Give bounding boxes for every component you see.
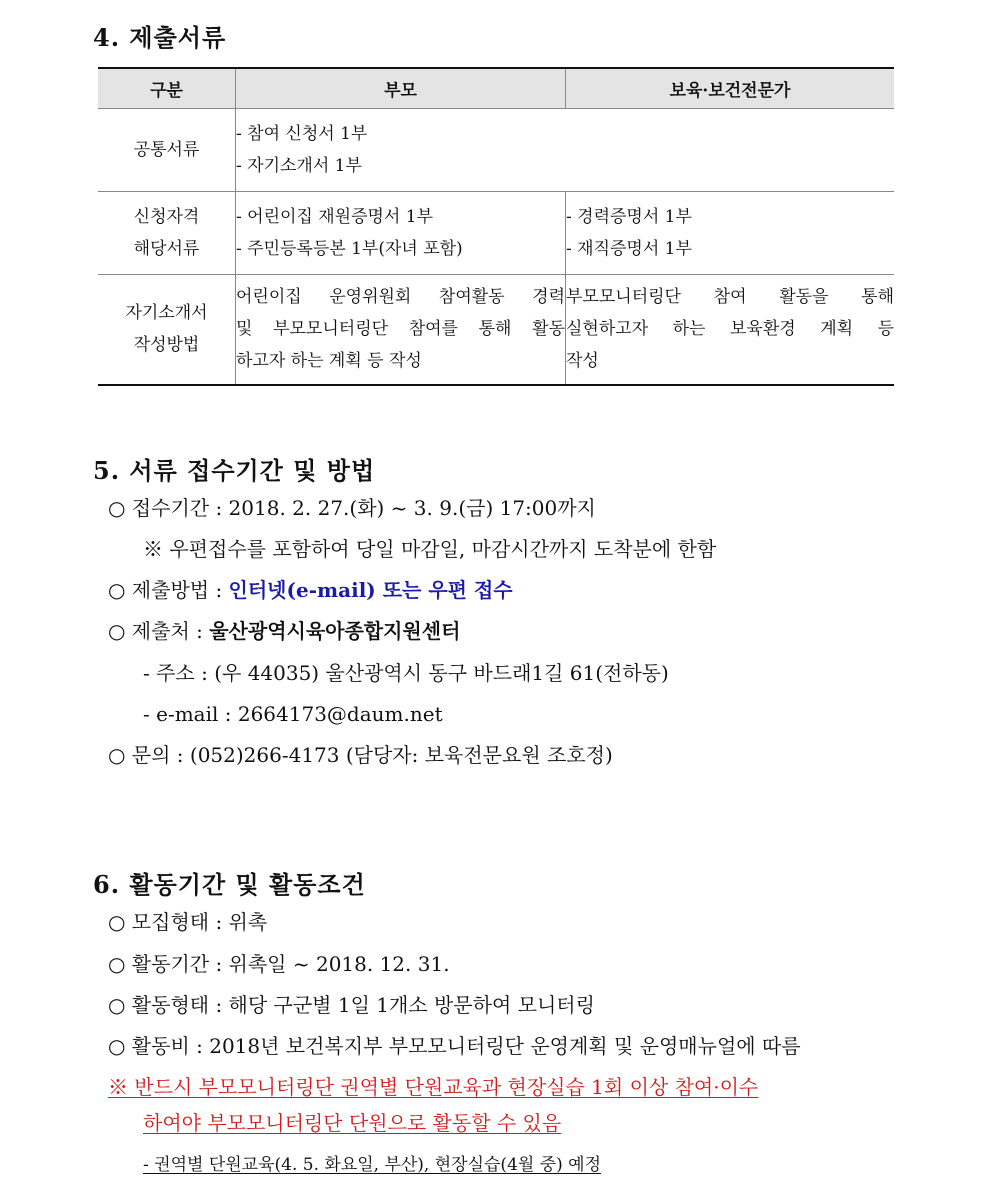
method-line: 하고자 하는 계획 등 작성 <box>236 351 422 372</box>
method-value: 인터넷(e-mail) 또는 우편 접수 <box>228 578 513 602</box>
submission-note: ※ 우편접수를 포함하여 당일 마감일, 마감시간까지 도착분에 한함 <box>143 537 717 561</box>
category-line: 작성방법 <box>133 335 200 356</box>
inquiry-line: ○ 문의 : (052)266-4173 (담당자: 보육전문요원 조호정) <box>108 743 613 767</box>
submission-period: ○ 접수기간 : 2018. 2. 27.(화) ~ 3. 9.(금) 17:00까지 <box>108 496 596 520</box>
table-row <box>98 275 894 385</box>
doc-line: - 재직증명서 1부 <box>566 239 692 259</box>
table-header-row <box>98 68 894 109</box>
method-line: 부모모니터링단 참여 활동을 통해 <box>566 287 894 308</box>
row-parent-method <box>236 275 566 385</box>
row-category <box>98 192 236 275</box>
section4-title: 4. 제출서류 <box>93 23 227 52</box>
doc-line: - 자기소개서 1부 <box>236 156 362 176</box>
table-row <box>98 192 894 275</box>
row-category: 공통서류 <box>98 109 236 192</box>
row-category <box>98 275 236 385</box>
method-line: 작성 <box>566 351 599 372</box>
section5-title: 5. 서류 접수기간 및 방법 <box>93 456 376 485</box>
documents-table <box>98 67 894 386</box>
header-expert: 보육·보건전문가 <box>566 68 895 109</box>
row-expert-method <box>566 275 895 385</box>
doc-line: - 어린이집 재원증명서 1부 <box>236 207 433 227</box>
doc-line: - 주민등록등본 1부(자녀 포함) <box>236 239 463 259</box>
section6-title: 6. 활동기간 및 활동조건 <box>93 870 366 899</box>
activity-cost: ○ 활동비 : 2018년 보건복지부 부모모니터링단 운영계획 및 운영매뉴얼에 따름 <box>108 1034 801 1058</box>
table-row <box>98 109 894 192</box>
category-line: 신청자격 <box>133 207 200 227</box>
place-label: ○ 제출처 : <box>108 619 210 643</box>
method-line: 및 부모모니터링단 참여를 통해 활동 <box>236 319 565 340</box>
address-line: - 주소 : (우 44035) 울산광역시 동구 바드래1길 61(전하동) <box>143 661 669 685</box>
header-category: 구분 <box>98 68 236 109</box>
category-line: 자기소개서 <box>125 303 208 324</box>
method-label: ○ 제출방법 : <box>108 578 229 602</box>
doc-line: - 참여 신청서 1부 <box>236 124 368 144</box>
category-line: 해당서류 <box>133 239 200 259</box>
doc-line: - 경력증명서 1부 <box>566 207 692 227</box>
row-expert-docs <box>566 192 895 275</box>
method-line: 어린이집 운영위원회 참여활동 경력 <box>236 287 565 308</box>
row-parent-docs <box>236 192 566 275</box>
method-line: 실현하고자 하는 보육환경 계획 등 <box>566 319 894 340</box>
activity-form: ○ 활동형태 : 해당 구군별 1일 1개소 방문하여 모니터링 <box>108 993 595 1017</box>
activity-period: ○ 활동기간 : 위촉일 ~ 2018. 12. 31. <box>108 952 450 976</box>
place-value: 울산광역시육아종합지원센터 <box>209 619 461 643</box>
schedule-line: - 권역별 단원교육(4. 5. 화요일, 부산), 현장실습(4월 중) 예정 <box>143 1155 602 1175</box>
notice-line-1: ※ 반드시 부모모니터링단 권역별 단원교육과 현장실습 1회 이상 참여·이수 <box>108 1075 759 1099</box>
row-common-docs <box>236 109 895 192</box>
notice-line-2: 하여야 부모모니터링단 단원으로 활동할 수 있음 <box>143 1111 562 1135</box>
email-line: - e-mail : 2664173@daum.net <box>143 702 443 726</box>
submission-method <box>108 576 513 604</box>
recruit-type: ○ 모집형태 : 위촉 <box>108 910 268 934</box>
header-parent: 부모 <box>236 68 566 109</box>
submission-place <box>108 617 460 645</box>
